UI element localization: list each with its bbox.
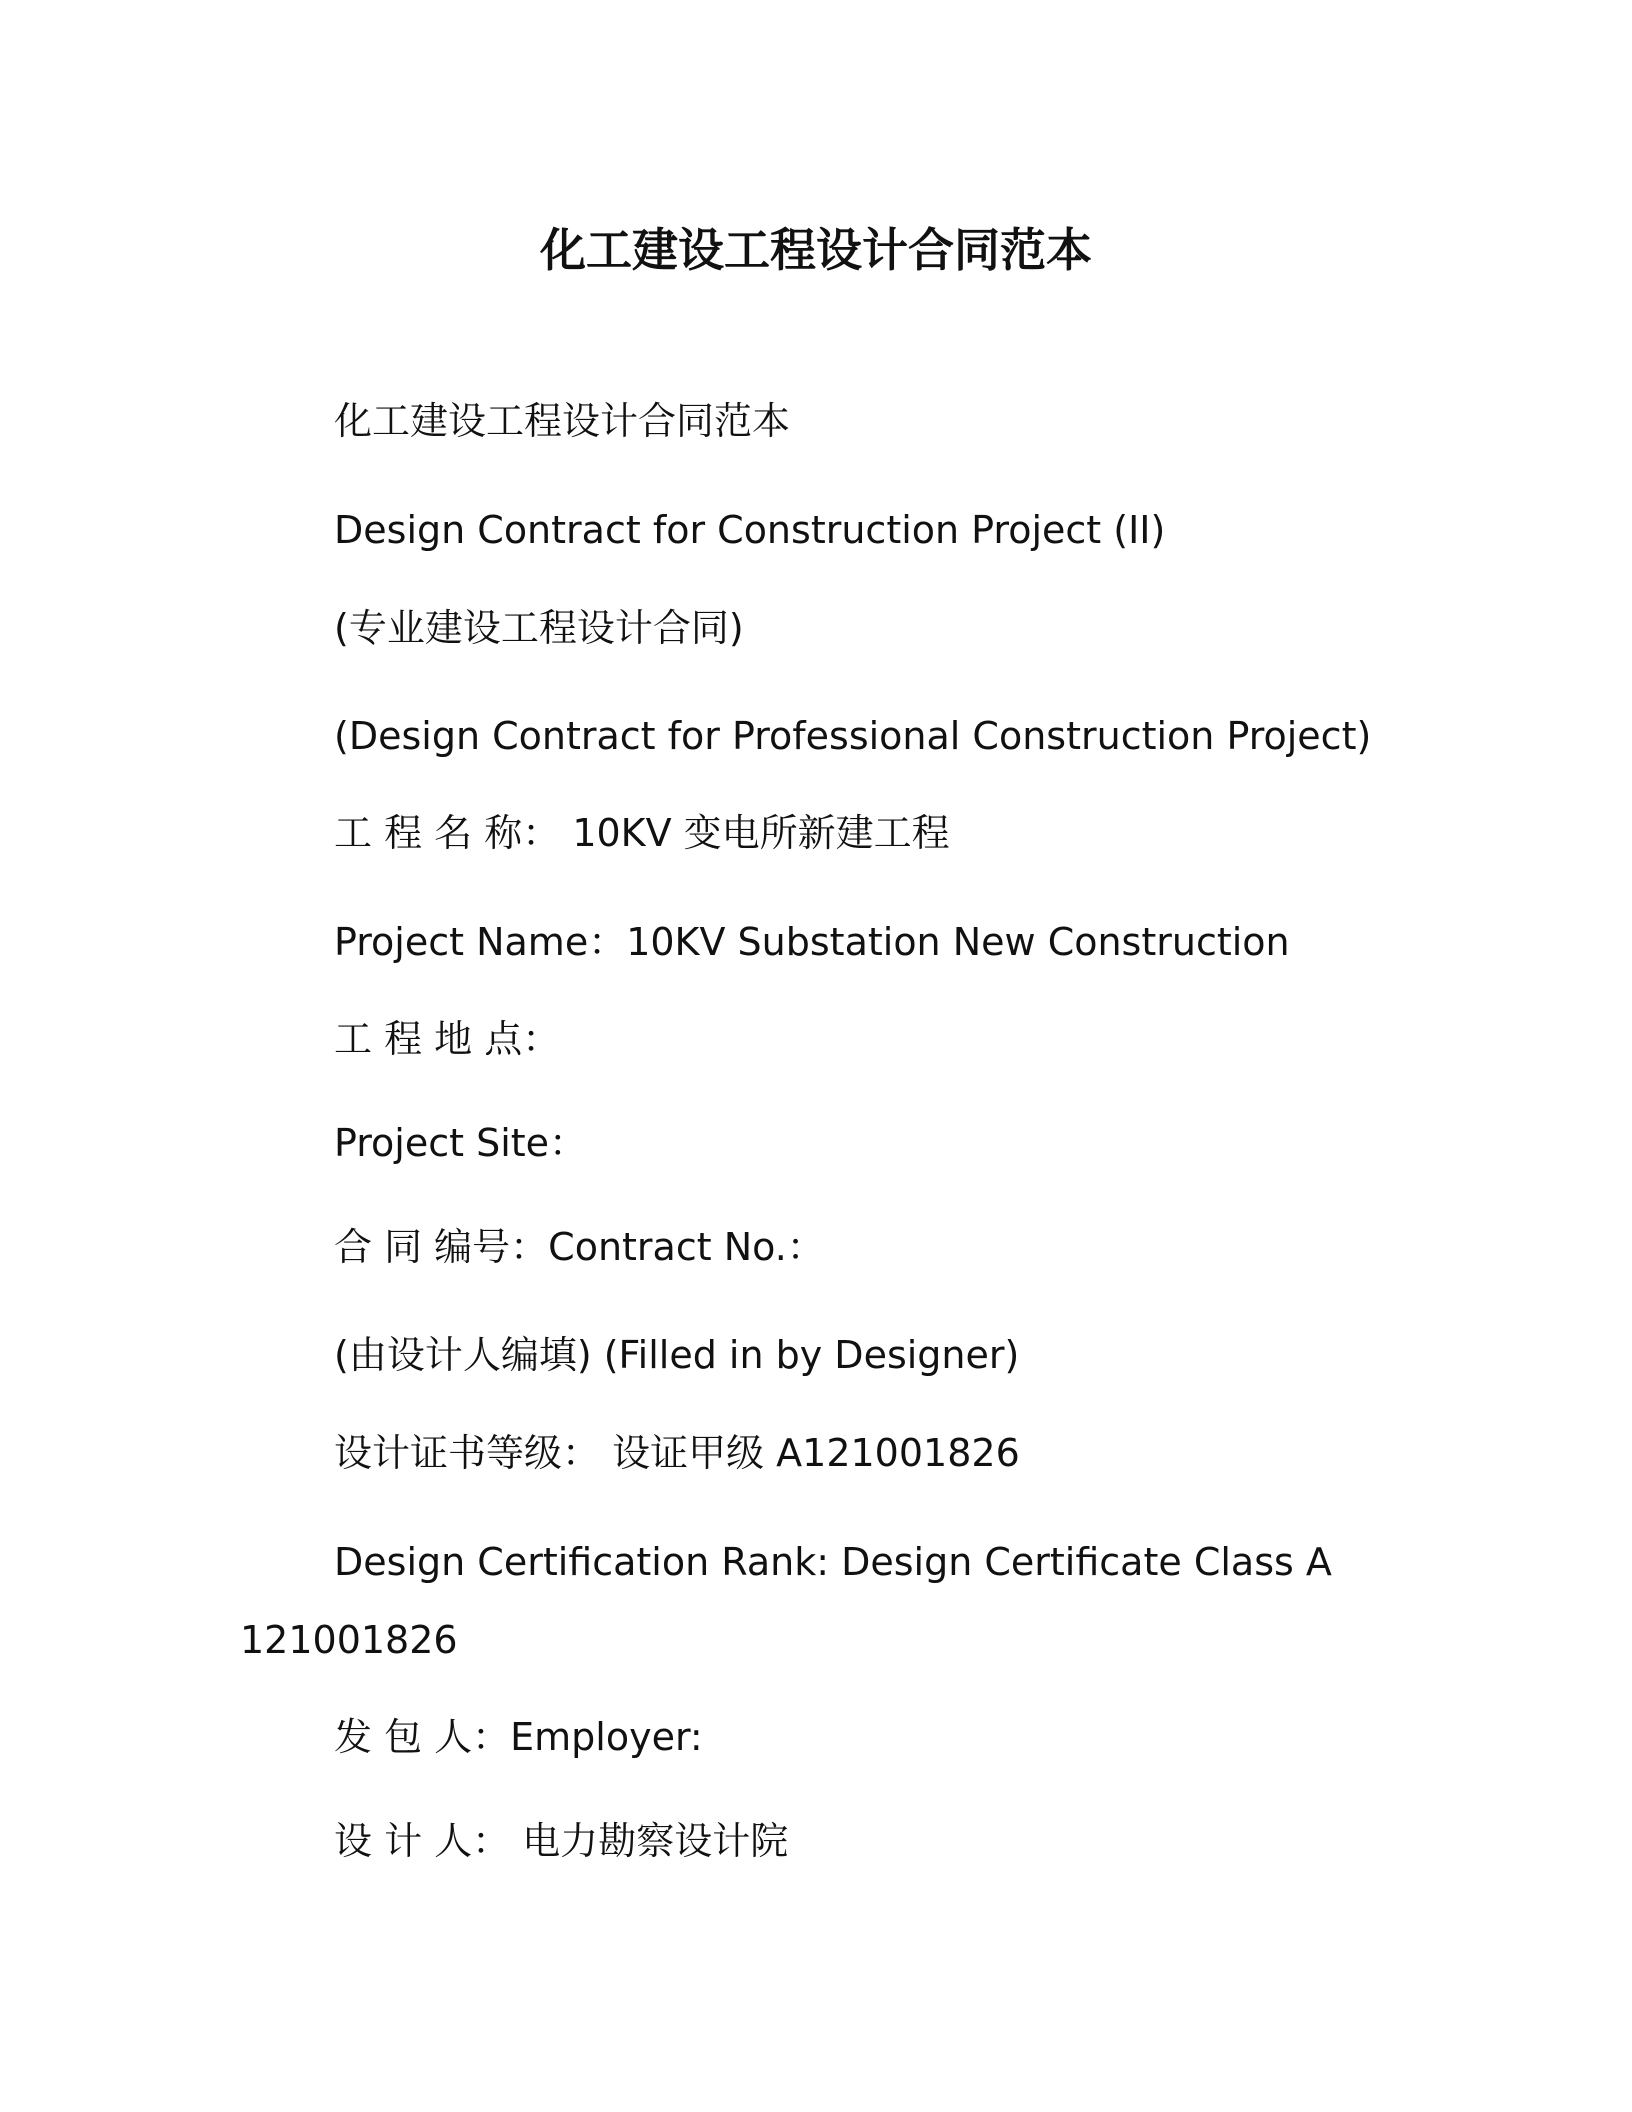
contract-type-en: (Design Contract for Professional Construction Project) <box>334 714 1372 758</box>
project-site-cn: 工 程 地 点： <box>334 1017 561 1061</box>
project-name-cn: 工 程 名 称： 10KV 变电所新建工程 <box>334 811 950 855</box>
certification-rank-cn: 设计证书等级： 设证甲级 A121001826 <box>334 1431 1020 1475</box>
employer-line: 发 包 人：Employer: <box>334 1715 703 1759</box>
project-site-en: Project Site： <box>334 1121 588 1165</box>
project-name-en: Project Name：10KV Substation New Construction <box>334 920 1290 964</box>
subtitle-en: Design Contract for Construction Project (II) <box>334 508 1166 552</box>
contract-type-cn: (专业建设工程设计合同) <box>334 606 744 650</box>
certification-rank-en-continued: 121001826 <box>240 1618 458 1662</box>
subtitle-cn: 化工建设工程设计合同范本 <box>334 399 791 443</box>
filled-by-designer: (由设计人编填) (Filled in by Designer) <box>334 1333 1020 1377</box>
designer-line: 设 计 人： 电力勘察设计院 <box>334 1819 789 1863</box>
document-title: 化工建设工程设计合同范本 <box>540 223 1092 277</box>
contract-number: 合 同 编号：Contract No.： <box>334 1225 825 1269</box>
certification-rank-en: Design Certification Rank: Design Certificate Class A <box>334 1540 1332 1584</box>
